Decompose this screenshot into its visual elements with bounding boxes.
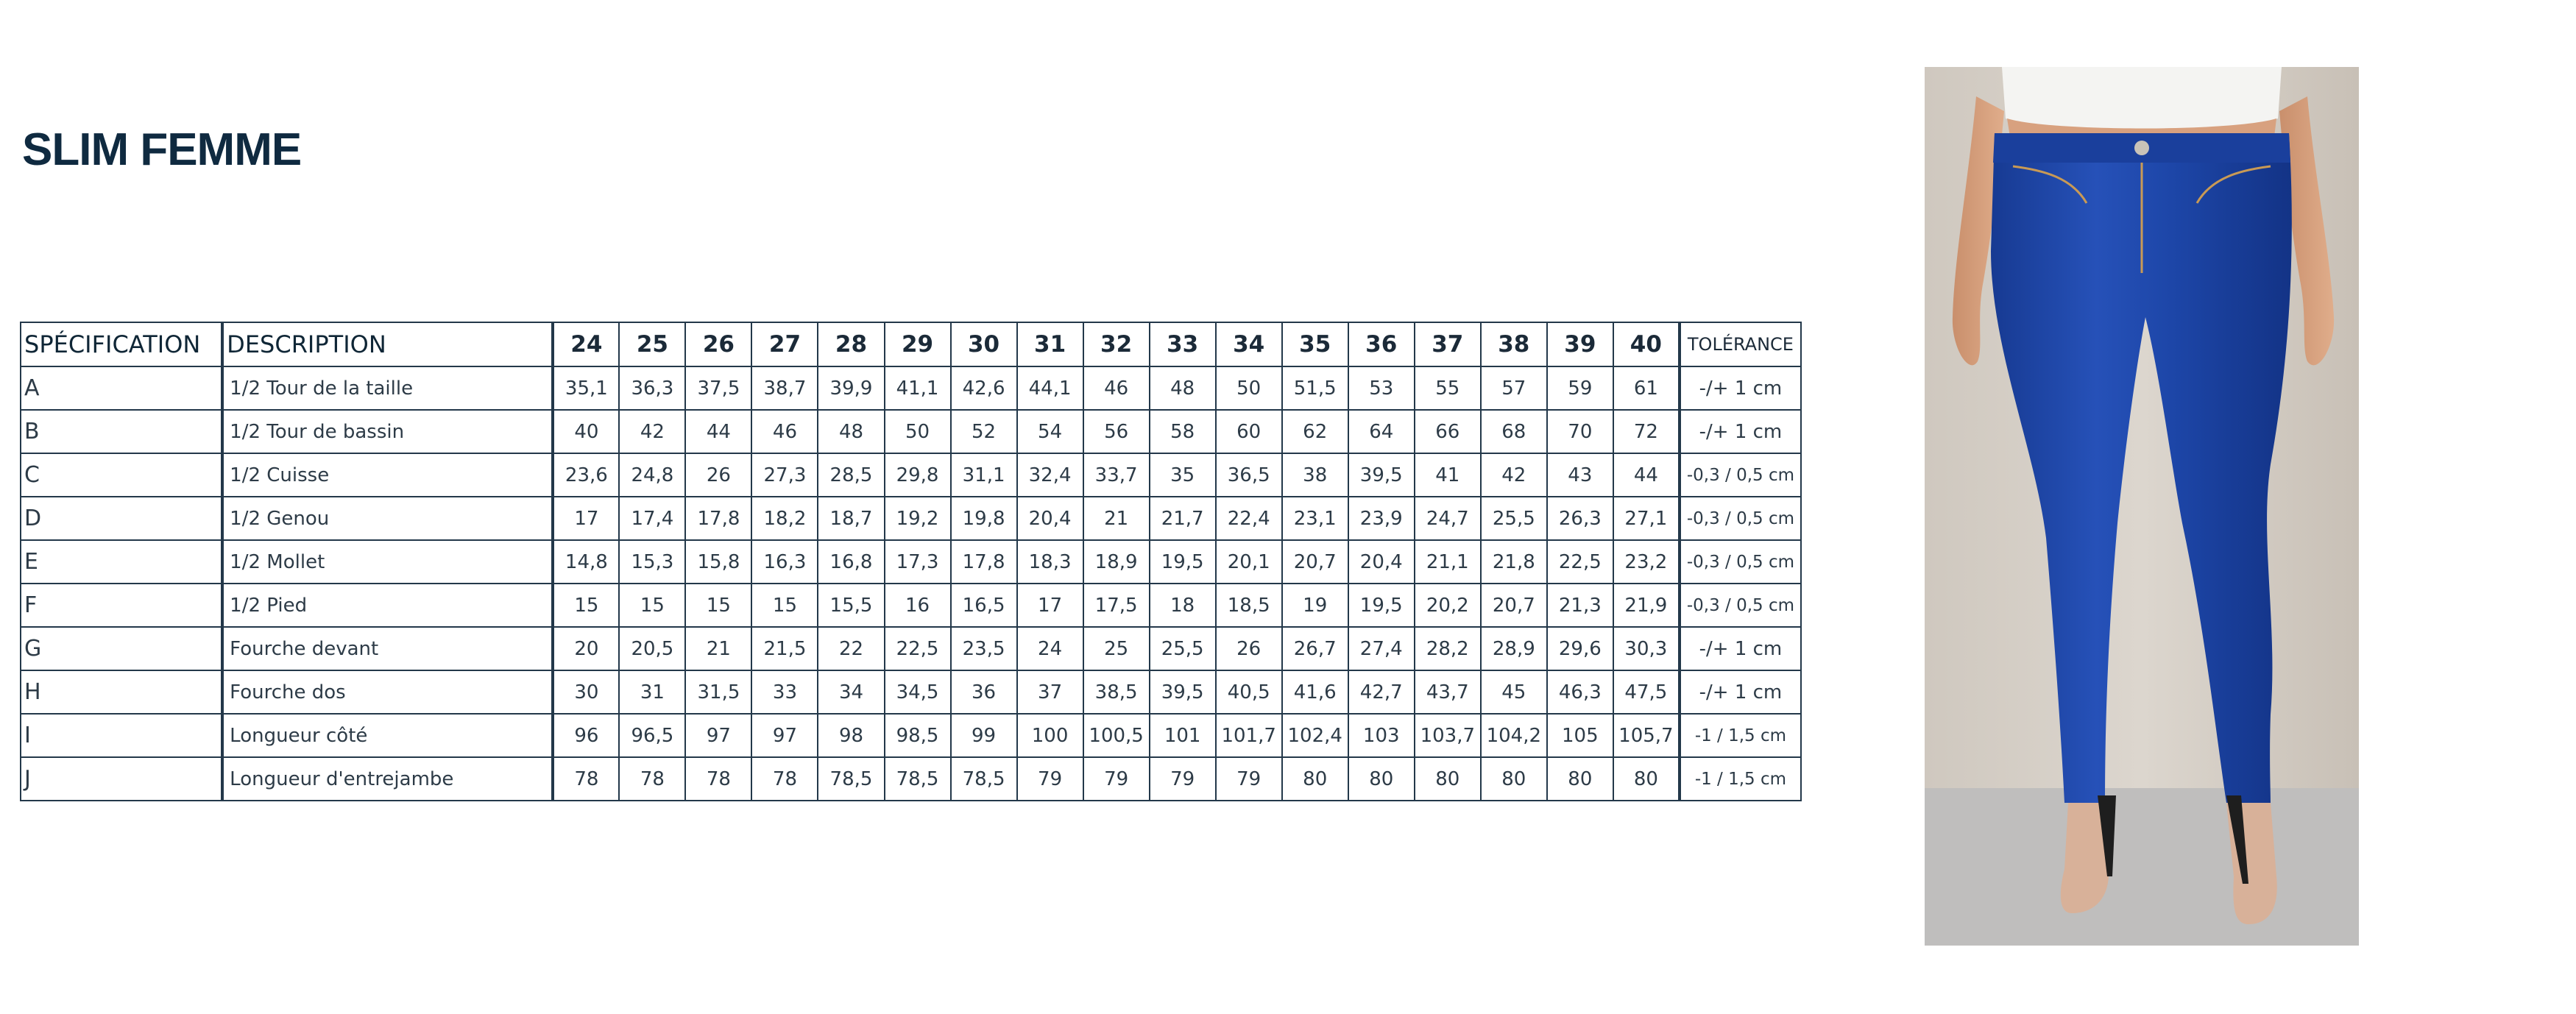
- measurement-cell: 20,7: [1481, 584, 1547, 627]
- measurement-cell: 38,5: [1083, 670, 1150, 714]
- measurement-cell: 51,5: [1282, 366, 1348, 410]
- measurement-cell: 105,7: [1613, 714, 1680, 757]
- spec-code: I: [21, 714, 222, 757]
- measurement-cell: 27,3: [751, 453, 818, 497]
- measurement-cell: 50: [1216, 366, 1282, 410]
- header-description: DESCRIPTION: [222, 322, 553, 366]
- measurement-cell: 64: [1348, 410, 1415, 453]
- measurement-cell: 44,1: [1017, 366, 1083, 410]
- measurement-cell: 27,4: [1348, 627, 1415, 670]
- spec-description: 1/2 Cuisse: [222, 453, 553, 497]
- measurement-cell: 24: [1017, 627, 1083, 670]
- table-row: [21, 453, 1801, 497]
- measurement-cell: 17,4: [619, 497, 685, 540]
- measurement-cell: 36,3: [619, 366, 685, 410]
- measurement-cell: 78: [619, 757, 685, 801]
- measurement-cell: 80: [1547, 757, 1613, 801]
- measurement-cell: 21,5: [751, 627, 818, 670]
- measurement-cell: 97: [685, 714, 751, 757]
- measurement-cell: 80: [1348, 757, 1415, 801]
- table-row: [21, 540, 1801, 584]
- spec-code: F: [21, 584, 222, 627]
- spec-code: G: [21, 627, 222, 670]
- header-size-25: 25: [619, 322, 685, 366]
- spec-description: 1/2 Mollet: [222, 540, 553, 584]
- measurement-cell: 17,5: [1083, 584, 1150, 627]
- measurement-cell: 16,3: [751, 540, 818, 584]
- header-size-31: 31: [1017, 322, 1083, 366]
- measurement-cell: 30: [553, 670, 619, 714]
- measurement-cell: 30,3: [1613, 627, 1680, 670]
- tolerance-cell: -0,3 / 0,5 cm: [1680, 497, 1801, 540]
- measurement-cell: 23,1: [1282, 497, 1348, 540]
- measurement-cell: 22: [818, 627, 884, 670]
- measurement-cell: 46: [751, 410, 818, 453]
- measurement-cell: 79: [1083, 757, 1150, 801]
- tolerance-cell: -/+ 1 cm: [1680, 670, 1801, 714]
- measurement-cell: 99: [951, 714, 1017, 757]
- measurement-cell: 38,7: [751, 366, 818, 410]
- measurement-cell: 44: [1613, 453, 1680, 497]
- measurement-cell: 21,1: [1415, 540, 1481, 584]
- table-row: [21, 670, 1801, 714]
- measurement-cell: 45: [1481, 670, 1547, 714]
- measurement-cell: 21,8: [1481, 540, 1547, 584]
- product-photo-slim-jeans: [1925, 67, 2359, 946]
- header-specification: SPÉCIFICATION: [21, 322, 222, 366]
- header-size-38: 38: [1481, 322, 1547, 366]
- measurement-cell: 20,7: [1282, 540, 1348, 584]
- header-size-32: 32: [1083, 322, 1150, 366]
- measurement-cell: 78,5: [818, 757, 884, 801]
- header-size-30: 30: [951, 322, 1017, 366]
- tolerance-cell: -1 / 1,5 cm: [1680, 714, 1801, 757]
- measurement-cell: 33: [751, 670, 818, 714]
- measurement-cell: 27,1: [1613, 497, 1680, 540]
- size-spec-table: [20, 322, 1802, 801]
- table-row: [21, 757, 1801, 801]
- measurement-cell: 21,3: [1547, 584, 1613, 627]
- table-row: [21, 366, 1801, 410]
- measurement-cell: 78: [751, 757, 818, 801]
- measurement-cell: 36,5: [1216, 453, 1282, 497]
- measurement-cell: 96: [553, 714, 619, 757]
- spec-description: Fourche dos: [222, 670, 553, 714]
- header-tolerance: TOLÉRANCE: [1680, 322, 1801, 366]
- measurement-cell: 25,5: [1150, 627, 1216, 670]
- measurement-cell: 48: [818, 410, 884, 453]
- measurement-cell: 21,9: [1613, 584, 1680, 627]
- measurement-cell: 52: [951, 410, 1017, 453]
- measurement-cell: 97: [751, 714, 818, 757]
- measurement-cell: 66: [1415, 410, 1481, 453]
- measurement-cell: 55: [1415, 366, 1481, 410]
- measurement-cell: 29,6: [1547, 627, 1613, 670]
- measurement-cell: 80: [1613, 757, 1680, 801]
- measurement-cell: 42,7: [1348, 670, 1415, 714]
- measurement-cell: 46: [1083, 366, 1150, 410]
- measurement-cell: 18,2: [751, 497, 818, 540]
- measurement-cell: 53: [1348, 366, 1415, 410]
- measurement-cell: 98,5: [885, 714, 951, 757]
- measurement-cell: 40: [553, 410, 619, 453]
- measurement-cell: 17: [1017, 584, 1083, 627]
- measurement-cell: 80: [1415, 757, 1481, 801]
- measurement-cell: 103,7: [1415, 714, 1481, 757]
- page-title: SLIM FEMME: [22, 124, 302, 175]
- measurement-cell: 80: [1282, 757, 1348, 801]
- measurement-cell: 15: [619, 584, 685, 627]
- measurement-cell: 23,5: [951, 627, 1017, 670]
- measurement-cell: 26,3: [1547, 497, 1613, 540]
- spec-description: Longueur côté: [222, 714, 553, 757]
- measurement-cell: 79: [1150, 757, 1216, 801]
- measurement-cell: 21,7: [1150, 497, 1216, 540]
- measurement-cell: 43,7: [1415, 670, 1481, 714]
- measurement-cell: 15: [685, 584, 751, 627]
- measurement-cell: 104,2: [1481, 714, 1547, 757]
- measurement-cell: 47,5: [1613, 670, 1680, 714]
- measurement-cell: 15: [553, 584, 619, 627]
- measurement-cell: 79: [1017, 757, 1083, 801]
- measurement-cell: 19,5: [1348, 584, 1415, 627]
- measurement-cell: 39,5: [1150, 670, 1216, 714]
- measurement-cell: 38: [1282, 453, 1348, 497]
- measurement-cell: 101: [1150, 714, 1216, 757]
- measurement-cell: 20: [553, 627, 619, 670]
- measurement-cell: 19,8: [951, 497, 1017, 540]
- measurement-cell: 98: [818, 714, 884, 757]
- table-header-row: [21, 322, 1801, 366]
- measurement-cell: 41,6: [1282, 670, 1348, 714]
- measurement-cell: 35: [1150, 453, 1216, 497]
- spec-description: 1/2 Genou: [222, 497, 553, 540]
- measurement-cell: 17,8: [951, 540, 1017, 584]
- measurement-cell: 70: [1547, 410, 1613, 453]
- table-row: [21, 410, 1801, 453]
- header-size-35: 35: [1282, 322, 1348, 366]
- header-size-40: 40: [1613, 322, 1680, 366]
- measurement-cell: 19,2: [885, 497, 951, 540]
- measurement-cell: 20,4: [1017, 497, 1083, 540]
- measurement-cell: 24,7: [1415, 497, 1481, 540]
- table-row: [21, 497, 1801, 540]
- measurement-cell: 56: [1083, 410, 1150, 453]
- measurement-cell: 42: [619, 410, 685, 453]
- spec-code: H: [21, 670, 222, 714]
- tolerance-cell: -1 / 1,5 cm: [1680, 757, 1801, 801]
- measurement-cell: 79: [1216, 757, 1282, 801]
- measurement-cell: 41: [1415, 453, 1481, 497]
- tolerance-cell: -0,3 / 0,5 cm: [1680, 540, 1801, 584]
- table-row: [21, 584, 1801, 627]
- measurement-cell: 28,2: [1415, 627, 1481, 670]
- measurement-cell: 26: [1216, 627, 1282, 670]
- measurement-cell: 33,7: [1083, 453, 1150, 497]
- measurement-cell: 16,8: [818, 540, 884, 584]
- measurement-cell: 22,5: [885, 627, 951, 670]
- measurement-cell: 34: [818, 670, 884, 714]
- measurement-cell: 68: [1481, 410, 1547, 453]
- measurement-cell: 29,8: [885, 453, 951, 497]
- measurement-cell: 19: [1282, 584, 1348, 627]
- measurement-cell: 60: [1216, 410, 1282, 453]
- measurement-cell: 25,5: [1481, 497, 1547, 540]
- spec-code: E: [21, 540, 222, 584]
- header-size-36: 36: [1348, 322, 1415, 366]
- measurement-cell: 62: [1282, 410, 1348, 453]
- measurement-cell: 57: [1481, 366, 1547, 410]
- measurement-cell: 26,7: [1282, 627, 1348, 670]
- measurement-cell: 39,5: [1348, 453, 1415, 497]
- measurement-cell: 18,3: [1017, 540, 1083, 584]
- measurement-cell: 21: [685, 627, 751, 670]
- measurement-cell: 41,1: [885, 366, 951, 410]
- measurement-cell: 105: [1547, 714, 1613, 757]
- measurement-cell: 20,1: [1216, 540, 1282, 584]
- measurement-cell: 20,2: [1415, 584, 1481, 627]
- measurement-cell: 18: [1150, 584, 1216, 627]
- measurement-cell: 18,5: [1216, 584, 1282, 627]
- measurement-cell: 16,5: [951, 584, 1017, 627]
- measurement-cell: 26: [685, 453, 751, 497]
- measurement-cell: 35,1: [553, 366, 619, 410]
- measurement-cell: 18,9: [1083, 540, 1150, 584]
- header-size-33: 33: [1150, 322, 1216, 366]
- measurement-cell: 19,5: [1150, 540, 1216, 584]
- measurement-cell: 17,3: [885, 540, 951, 584]
- spec-code: B: [21, 410, 222, 453]
- measurement-cell: 43: [1547, 453, 1613, 497]
- measurement-cell: 42: [1481, 453, 1547, 497]
- spec-code: A: [21, 366, 222, 410]
- measurement-cell: 102,4: [1282, 714, 1348, 757]
- measurement-cell: 32,4: [1017, 453, 1083, 497]
- tolerance-cell: -0,3 / 0,5 cm: [1680, 453, 1801, 497]
- table-row: [21, 714, 1801, 757]
- measurement-cell: 58: [1150, 410, 1216, 453]
- tolerance-cell: -/+ 1 cm: [1680, 366, 1801, 410]
- header-size-28: 28: [818, 322, 884, 366]
- measurement-cell: 22,5: [1547, 540, 1613, 584]
- measurement-cell: 31,5: [685, 670, 751, 714]
- measurement-cell: 48: [1150, 366, 1216, 410]
- measurement-cell: 42,6: [951, 366, 1017, 410]
- measurement-cell: 54: [1017, 410, 1083, 453]
- measurement-cell: 78: [685, 757, 751, 801]
- measurement-cell: 59: [1547, 366, 1613, 410]
- measurement-cell: 17,8: [685, 497, 751, 540]
- measurement-cell: 96,5: [619, 714, 685, 757]
- header-size-24: 24: [553, 322, 619, 366]
- measurement-cell: 46,3: [1547, 670, 1613, 714]
- measurement-cell: 23,6: [553, 453, 619, 497]
- header-size-29: 29: [885, 322, 951, 366]
- measurement-cell: 31: [619, 670, 685, 714]
- measurement-cell: 17: [553, 497, 619, 540]
- measurement-cell: 15,8: [685, 540, 751, 584]
- measurement-cell: 22,4: [1216, 497, 1282, 540]
- spec-description: 1/2 Pied: [222, 584, 553, 627]
- spec-code: J: [21, 757, 222, 801]
- measurement-cell: 15,5: [818, 584, 884, 627]
- measurement-cell: 15,3: [619, 540, 685, 584]
- measurement-cell: 50: [885, 410, 951, 453]
- measurement-cell: 25: [1083, 627, 1150, 670]
- header-size-37: 37: [1415, 322, 1481, 366]
- spec-description: Fourche devant: [222, 627, 553, 670]
- measurement-cell: 28,9: [1481, 627, 1547, 670]
- measurement-cell: 36: [951, 670, 1017, 714]
- measurement-cell: 78: [553, 757, 619, 801]
- measurement-cell: 78,5: [951, 757, 1017, 801]
- spec-description: 1/2 Tour de la taille: [222, 366, 553, 410]
- tolerance-cell: -/+ 1 cm: [1680, 410, 1801, 453]
- measurement-cell: 20,4: [1348, 540, 1415, 584]
- measurement-cell: 39,9: [818, 366, 884, 410]
- spec-description: 1/2 Tour de bassin: [222, 410, 553, 453]
- measurement-cell: 34,5: [885, 670, 951, 714]
- spec-code: D: [21, 497, 222, 540]
- measurement-cell: 14,8: [553, 540, 619, 584]
- header-size-34: 34: [1216, 322, 1282, 366]
- measurement-cell: 16: [885, 584, 951, 627]
- spec-code: C: [21, 453, 222, 497]
- measurement-cell: 23,2: [1613, 540, 1680, 584]
- table-row: [21, 627, 1801, 670]
- measurement-cell: 100,5: [1083, 714, 1150, 757]
- measurement-cell: 15: [751, 584, 818, 627]
- measurement-cell: 24,8: [619, 453, 685, 497]
- measurement-cell: 72: [1613, 410, 1680, 453]
- measurement-cell: 31,1: [951, 453, 1017, 497]
- header-size-26: 26: [685, 322, 751, 366]
- tolerance-cell: -/+ 1 cm: [1680, 627, 1801, 670]
- measurement-cell: 21: [1083, 497, 1150, 540]
- measurement-cell: 78,5: [885, 757, 951, 801]
- measurement-cell: 61: [1613, 366, 1680, 410]
- header-size-39: 39: [1547, 322, 1613, 366]
- measurement-cell: 23,9: [1348, 497, 1415, 540]
- measurement-cell: 18,7: [818, 497, 884, 540]
- measurement-cell: 37,5: [685, 366, 751, 410]
- measurement-cell: 44: [685, 410, 751, 453]
- measurement-cell: 101,7: [1216, 714, 1282, 757]
- measurement-cell: 80: [1481, 757, 1547, 801]
- measurement-cell: 37: [1017, 670, 1083, 714]
- measurement-cell: 40,5: [1216, 670, 1282, 714]
- spec-description: Longueur d'entrejambe: [222, 757, 553, 801]
- tolerance-cell: -0,3 / 0,5 cm: [1680, 584, 1801, 627]
- measurement-cell: 100: [1017, 714, 1083, 757]
- measurement-cell: 20,5: [619, 627, 685, 670]
- measurement-cell: 103: [1348, 714, 1415, 757]
- measurement-cell: 28,5: [818, 453, 884, 497]
- header-size-27: 27: [751, 322, 818, 366]
